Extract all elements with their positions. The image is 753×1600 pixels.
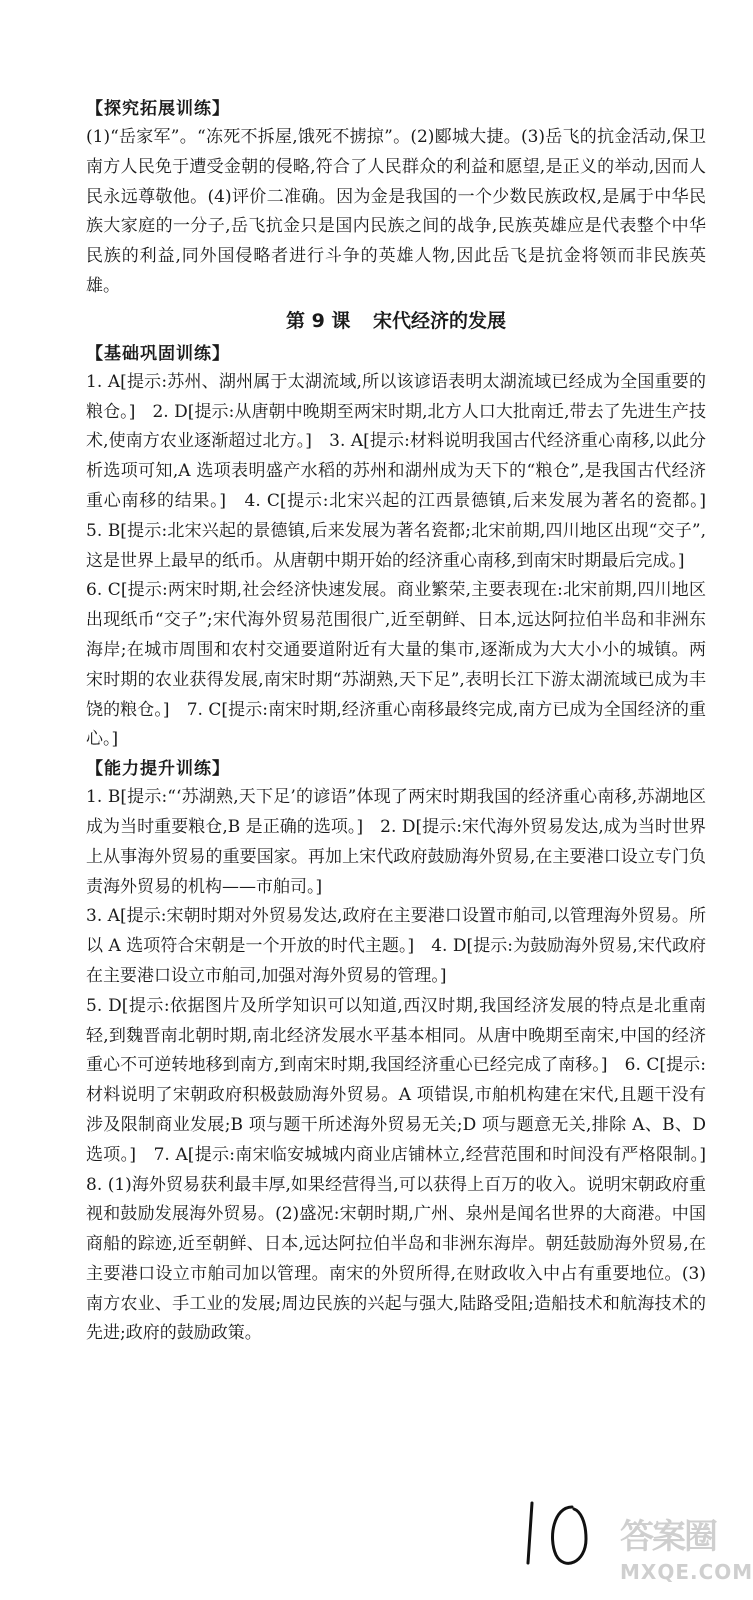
section-heading-basic: 【基础巩固训练】	[86, 343, 230, 364]
lesson-name: 宋代经济的发展	[373, 309, 507, 332]
explore-answer-text: (1)“岳家军”。“冻死不拆屋,饿死不掳掠”。(2)郾城大捷。(3)岳飞的抗金活动,保卫南方人民免于遭受金朝的侵略,符合了人民群众的利益和愿望,是正义的举动,因而人民永远尊敬他。(4)评价二准确。因为金是我国的一个少数民族政权,是属于中华民族大家庭的一分子,岳飞抗金只是国内民族之间的战争,民族英雄应是代表整个中华民族的利益,同外国侵略者进行斗争的英雄人物,因此岳飞是抗金将领而非民族英雄。	[86, 127, 706, 296]
section-heading-ability: 【能力提升训练】	[86, 759, 230, 780]
handwritten-page-number	[510, 1485, 610, 1585]
ability-answer-paragraph: 3. A[提示:宋朝时期对外贸易发达,政府在主要港口设置市舶司,以管理海外贸易。所以 A 选项符合宋朝是一个开放的时代主题。] 4. D[提示:为鼓励海外贸易,宋代政府在主要港口设立市舶司,加强对海外贸易的管理。]	[86, 906, 706, 986]
watermark-logo	[620, 1515, 753, 1600]
watermark-text-bottom: MXQE.COM	[620, 1560, 753, 1584]
answer-page	[86, 95, 723, 1349]
section-heading-explore: 【探究拓展训练】	[86, 99, 230, 119]
lesson-number: 第 9 课	[285, 309, 351, 332]
ability-answer-paragraph: 5. D[提示:依据图片及所学知识可以知道,西汉时期,我国经济发展的特点是北重南轻,到魏晋南北朝时期,南北经济发展水平基本相同。从唐中晚期至南宋,中国的经济重心不可逆转地移到南方,到南宋时期,我国经济重心已经完成了南移。] 6. C[提示:材料说明了宋朝政府积极鼓励海外贸易。A 项错误,市舶机构建在宋代,且题干没有涉及限制商业发展;B 项与题干所述海外贸易无关;D 项与题意无关,排除 A、B、D 选项。] 7. A[提示:南宋临安城城内商业店铺林立,经营范围和时间没有严格限制。] 8. (1)海外贸易获利最丰厚,如果经营得当,可以获得上百万的收入。说明宋朝政府重视和鼓励发展海外贸易。(2)盛况:宋朝时期,广州、泉州是闻名世界的大商港。中国商船的踪迹,近至朝鲜、日本,远达阿拉伯半岛和非洲东海岸。朝廷鼓励海外贸易,在主要港口设立市舶司加以管理。南宋的外贸所得,在财政收入中占有重要地位。(3)南方农业、手工业的发展;周边民族的兴起与强大,陆路受阻;造船技术和航海技术的先进;政府的鼓励政策。	[86, 995, 723, 1344]
basic-answer-paragraph: 1. A[提示:苏州、湖州属于太湖流域,所以该谚语表明太湖流域已经成为全国重要的粮仓。] 2. D[提示:从唐朝中晚期至两宋时期,北方人口大批南迁,带去了先进生产技术,使南方农业逐渐超过北方。] 3. A[提示:材料说明我国古代经济重心南移,以此分析选项可知,A 选项表明盛产水稻的苏州和湖州成为天下的“粮仓”,是我国古代经济重心南移的结果。] 4. C[提示:北宋兴起的江西景德镇,后来发展为著名的瓷都。] 5. B[提示:北宋兴起的景德镇,后来发展为著名瓷都;北宋前期,四川地区出现“交子”,这是世界上最早的纸币。从唐朝中期开始的经济重心南移,到南宋时期最后完成。]	[86, 371, 723, 571]
lesson-title	[86, 302, 706, 340]
ability-answer-paragraph: 1. B[提示:“‘苏湖熟,天下足’的谚语”体现了两宋时期我国的经济重心南移,苏湖地区成为当时重要粮仓,B 是正确的选项。] 2. D[提示:宋代海外贸易发达,成为当时世界上从事海外贸易的重要国家。再加上宋代政府鼓励海外贸易,在主要港口设立专门负责海外贸易的机构——市舶司。]	[86, 787, 706, 897]
watermark-text-top: 答案圈	[620, 1517, 716, 1557]
basic-answer-paragraph: 6. C[提示:两宋时期,社会经济快速发展。商业繁荣,主要表现在:北宋前期,四川地区出现纸币“交子”;宋代海外贸易范围很广,近至朝鲜、日本,远达阿拉伯半岛和非洲东海岸;在城市周围和农村交通要道附近有大量的集市,逐渐成为大大小小的城镇。两宋时期的农业获得发展,南宋时期“苏湖熟,天下足”,表明长江下游太湖流域已成为丰饶的粮仓。] 7. C[提示:南宋时期,经济重心南移最终完成,南方已成为全国经济的重心。]	[86, 580, 706, 750]
